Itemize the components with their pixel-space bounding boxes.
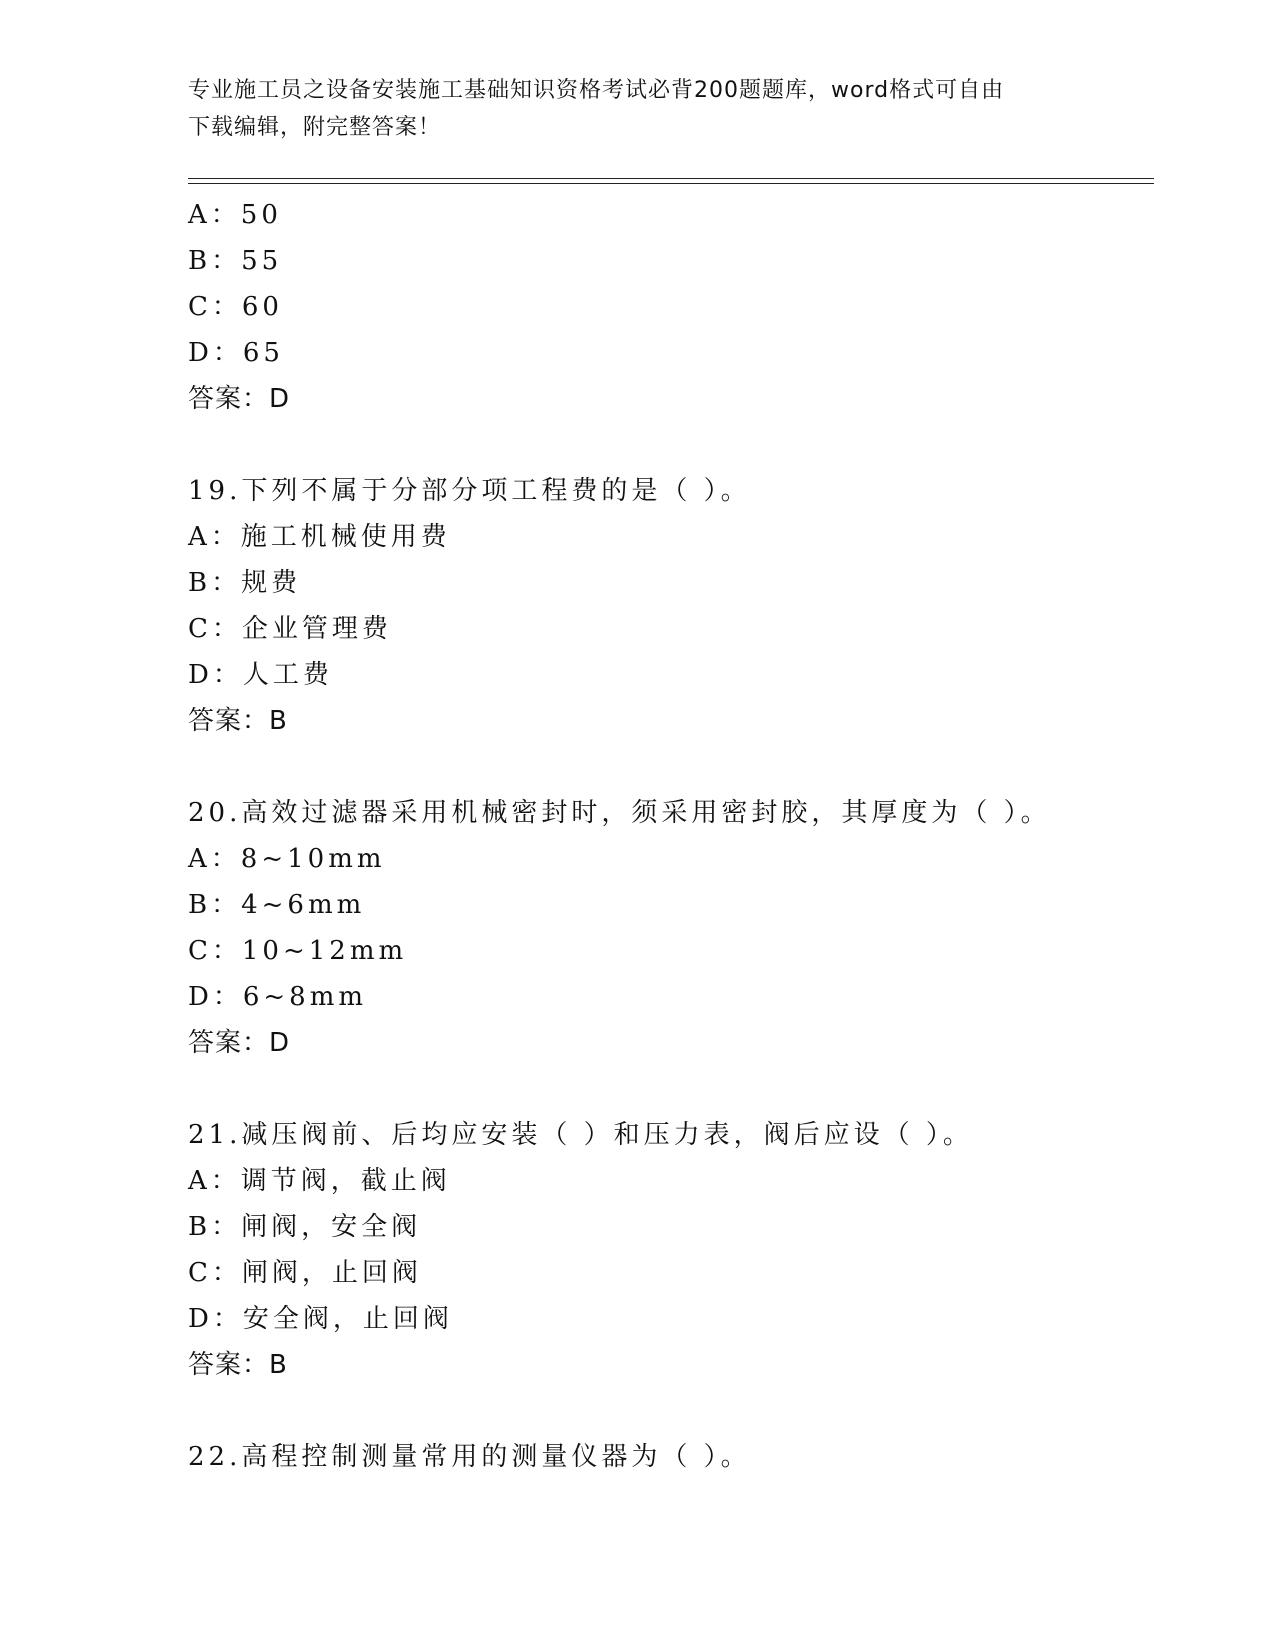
question-text: 19.下列不属于分部分项工程费的是（ ）。	[188, 476, 751, 506]
option-c: C：60	[188, 292, 283, 322]
question-text: 22.高程控制测量常用的测量仪器为（ ）。	[188, 1442, 751, 1472]
option-d: D：人工费	[188, 660, 333, 690]
question-block-19	[188, 468, 1148, 744]
header-divider-top	[188, 178, 1154, 179]
option-d: D：安全阀，止回阀	[188, 1304, 453, 1334]
spacer	[188, 422, 1148, 468]
spacer	[188, 744, 1148, 790]
option-d: D：6~8mm	[188, 982, 368, 1012]
answer-line: 答案：D	[188, 384, 291, 414]
answer-line: 答案：D	[188, 1028, 291, 1058]
option-a: A：施工机械使用费	[188, 522, 451, 552]
question-block-18	[188, 192, 1148, 422]
answer-line: 答案：B	[188, 706, 288, 736]
option-c: C：企业管理费	[188, 614, 392, 644]
question-text: 21.减压阀前、后均应安装（ ）和压力表，阀后应设（ ）。	[188, 1120, 973, 1150]
option-a: A：8~10mm	[188, 844, 386, 874]
option-b: B：55	[188, 246, 283, 276]
option-d: D：65	[188, 338, 284, 368]
option-b: B：规费	[188, 568, 302, 598]
option-b: B：闸阀，安全阀	[188, 1212, 422, 1242]
question-block-21	[188, 1112, 1148, 1388]
option-a: A：50	[188, 200, 282, 230]
question-list	[188, 192, 1148, 1480]
option-c: C：闸阀，止回阀	[188, 1258, 422, 1288]
document-header	[188, 72, 1068, 146]
header-title-line-2: 下载编辑，附完整答案！	[188, 115, 442, 140]
spacer	[188, 1066, 1148, 1112]
spacer	[188, 1388, 1148, 1434]
question-block-20	[188, 790, 1148, 1066]
answer-line: 答案：B	[188, 1350, 288, 1380]
question-block-22	[188, 1434, 1148, 1480]
option-b: B：4~6mm	[188, 890, 366, 920]
option-c: C：10~12mm	[188, 936, 408, 966]
question-text: 20.高效过滤器采用机械密封时，须采用密封胶，其厚度为（ ）。	[188, 798, 1051, 828]
header-title-line-1: 专业施工员之设备安装施工基础知识资格考试必背200题题库，word格式可自由	[188, 78, 1005, 103]
option-a: A：调节阀，截止阀	[188, 1166, 451, 1196]
header-divider-bottom	[188, 183, 1154, 184]
